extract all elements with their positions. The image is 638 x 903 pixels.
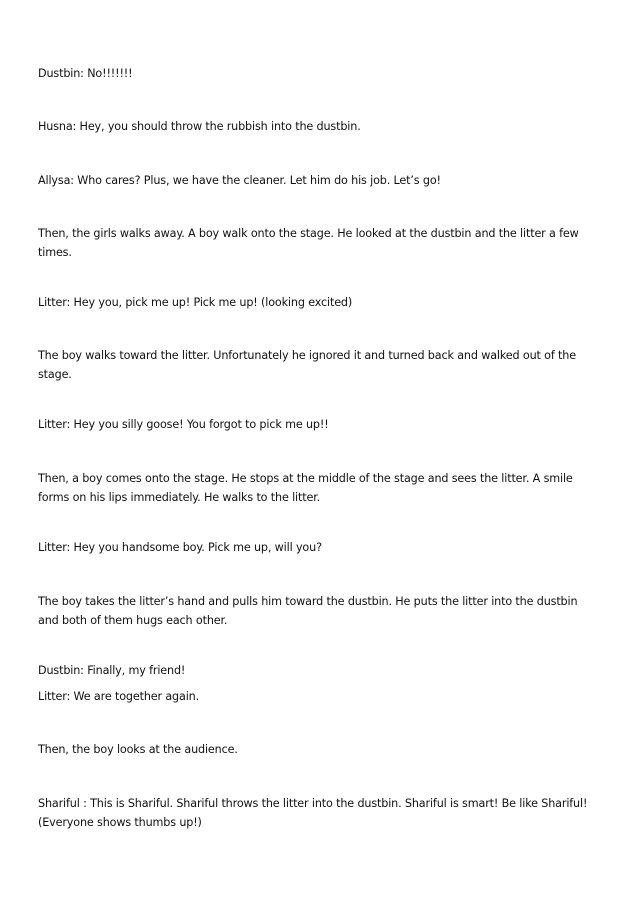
dialogue-allysa: Allysa: Who cares? Plus, we have the cleaner. Let him do his job. Let’s go! — [38, 174, 441, 187]
narration-boy-puts-litter: The boy takes the litter’s hand and pulls him toward the dustbin. He puts the litter into the dustbin and both of them hugs each other. — [38, 595, 578, 627]
narration-boy-sees-litter: Then, a boy comes onto the stage. He stops at the middle of the stage and sees the litter. A smile forms on his lips immediately. He walks to the litter. — [38, 472, 573, 504]
dialogue-litter-handsome-boy: Litter: Hey you handsome boy. Pick me up, will you? — [38, 541, 322, 554]
dialogue-dustbin-no: Dustbin: No!!!!!!! — [38, 67, 133, 80]
dialogue-litter-pick-me-up: Litter: Hey you, pick me up! Pick me up! (looking excited) — [38, 296, 353, 309]
dialogue-dustbin-finally: Dustbin: Finally, my friend! — [38, 664, 186, 677]
narration-boy-ignores: The boy walks toward the litter. Unfortunately he ignored it and turned back and walked out of the stage. — [38, 349, 576, 381]
dialogue-shariful: Shariful : This is Shariful. Shariful throws the litter into the dustbin. Shariful is smart! Be like Shariful! (Everyone shows thumbs up!) — [38, 797, 588, 829]
dialogue-litter-silly-goose: Litter: Hey you silly goose! You forgot to pick me up!! — [38, 418, 329, 431]
dialogue-husna: Husna: Hey, you should throw the rubbish into the dustbin. — [38, 120, 361, 133]
narration-girls-leave: Then, the girls walks away. A boy walk onto the stage. He looked at the dustbin and the litter a few times. — [38, 227, 579, 259]
dialogue-litter-together: Litter: We are together again. — [38, 690, 200, 703]
narration-boy-looks-audience: Then, the boy looks at the audience. — [38, 743, 238, 756]
